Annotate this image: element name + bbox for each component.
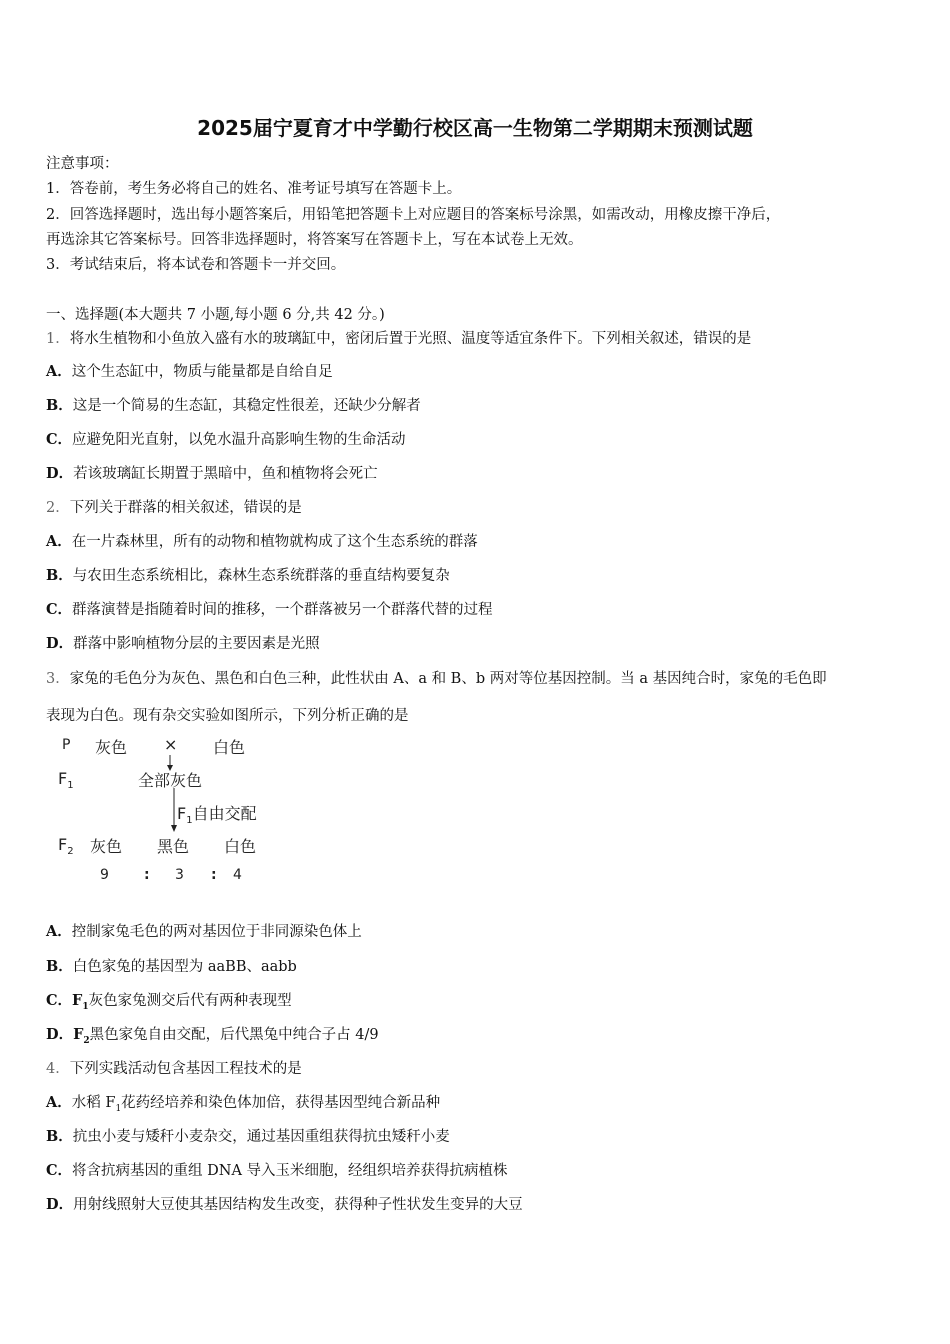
option-text: 抗虫小麦与矮秆小麦杂交，通过基因重组获得抗虫矮秆小麦 [72, 1129, 450, 1145]
question-number: 4． [46, 1061, 70, 1077]
question-number: 2． [46, 500, 70, 516]
f2-black: 黑色 [157, 837, 190, 856]
question-3-stem [46, 667, 827, 688]
q1-option-a [46, 360, 333, 381]
q3-option-b [46, 955, 297, 976]
notice-item-1: 1．答卷前，考生务必将自己的姓名、准考证号填写在答题卡上。 [46, 181, 462, 197]
f1-result: 全部灰色 [138, 771, 203, 790]
option-label: C． [46, 1162, 73, 1179]
option-text: $F_1$灰色家兔测交后代有两种表现型 [72, 992, 292, 1012]
option-label: A． [46, 363, 72, 380]
option-label: C． [46, 992, 73, 1009]
notice-item-2a: 2．回答选择题时，选出每小题答案后，用铅笔把答题卡上对应题目的答案标号涂黑，如需改动，用橡皮擦干净后， [46, 207, 781, 223]
question-number: 3． [46, 671, 70, 687]
q4-option-c [46, 1159, 508, 1180]
option-text: 将含抗病基因的重组 DNA 导入玉米细胞，经组织培养获得抗病植株 [72, 1163, 508, 1179]
q4-option-b [46, 1125, 450, 1146]
page-title: 2025届宁夏育才中学勤行校区高一生物第二学期期末预测试题 [197, 116, 753, 140]
q2-option-b [46, 564, 450, 585]
option-label: B． [46, 567, 73, 584]
question-text: 家兔的毛色分为灰色、黑色和白色三种，此性状由 A、a 和 B、b 两对等位基因控制。当 a 基因纯合时，家兔的毛色即 [69, 671, 827, 687]
notice-item-3: 3．考试结束后，将本试卷和答题卡一并交回。 [46, 257, 346, 273]
question-text: 将水生植物和小鱼放入盛有水的玻璃缸中，密闭后置于光照、温度等适宜条件下。下列相关叙述，错误的是 [69, 331, 752, 347]
q2-option-c [46, 598, 493, 619]
option-text: 用射线照射大豆使其基因结构发生改变，获得种子性状发生变异的大豆 [73, 1197, 523, 1213]
option-text: 群落中影响植物分层的主要因素是光照 [73, 636, 320, 652]
q1-option-d [46, 462, 378, 483]
q3-option-d [46, 1023, 379, 1046]
option-text: 在一片森林里，所有的动物和植物就构成了这个生态系统的群落 [71, 534, 478, 550]
q4-option-a [46, 1091, 440, 1114]
option-label: D． [46, 1026, 74, 1043]
question-4-stem [46, 1057, 302, 1078]
cross-diagram [50, 735, 310, 895]
question-text: 下列实践活动包含基因工程技术的是 [69, 1061, 302, 1077]
option-label: B． [46, 1128, 73, 1145]
f2-white: 白色 [224, 837, 257, 856]
question-1-stem [46, 327, 751, 348]
parent-gray: 灰色 [95, 738, 128, 757]
ratio-9: 9 [100, 867, 109, 883]
self-cross-label: $F_1$自由交配 [177, 804, 257, 827]
q3-option-c [46, 989, 292, 1012]
parent-white: 白色 [213, 738, 246, 757]
option-label: D． [46, 1196, 74, 1213]
q1-option-c [46, 428, 406, 449]
option-label: A． [46, 533, 72, 550]
option-text: 若该玻璃缸长期置于黑暗中，鱼和植物将会死亡 [73, 466, 378, 482]
section-heading: 一、选择题(本大题共 7 小题,每小题 6 分,共 42 分。) [46, 307, 385, 323]
option-text: 控制家兔毛色的两对基因位于非同源染色体上 [71, 924, 362, 940]
option-label: D． [46, 465, 74, 482]
option-text: 水稻 $F_1$花药经培养和染色体加倍，获得基因型纯合新品种 [71, 1095, 441, 1114]
option-text: $F_2$黑色家兔自由交配，后代黑兔中纯合子占 4/9 [73, 1026, 379, 1046]
question-2-stem [46, 496, 302, 517]
q2-option-d [46, 632, 320, 653]
option-label: B． [46, 958, 73, 975]
notice-item-2b: 再选涂其它答案标号。回答非选择题时，将答案写在答题卡上，写在本试卷上无效。 [46, 232, 583, 248]
option-text: 这是一个简易的生态缸，其稳定性很差，还缺少分解者 [72, 398, 421, 414]
option-text: 白色家兔的基因型为 aaBB、aabb [72, 959, 297, 975]
f2-gray: 灰色 [90, 837, 123, 856]
ratio-colon: : [211, 867, 217, 883]
q3-option-a [46, 920, 362, 941]
option-text: 应避免阳光直射，以免水温升高影响生物的生命活动 [72, 432, 406, 448]
option-text: 这个生态缸中，物质与能量都是自给自足 [71, 364, 333, 380]
ratio-3: 3 [175, 867, 184, 883]
f2-label: $F_2$ [58, 835, 74, 858]
q2-option-a [46, 530, 478, 551]
q4-option-d [46, 1193, 523, 1214]
question-3-stem-cont: 表现为白色。现有杂交实验如图所示，下列分析正确的是 [46, 708, 409, 724]
option-label: C． [46, 431, 73, 448]
option-label: D． [46, 635, 74, 652]
option-label: B． [46, 397, 73, 414]
ratio-4: 4 [233, 867, 242, 883]
option-label: A． [46, 923, 72, 940]
option-label: A． [46, 1094, 72, 1111]
q1-option-b [46, 394, 421, 415]
notice-heading: 注意事项： [46, 156, 119, 172]
cross-symbol: × [164, 735, 178, 754]
ratio-colon: : [144, 867, 150, 883]
option-text: 群落演替是指随着时间的推移，一个群落被另一个群落代替的过程 [72, 602, 493, 618]
p-label: P [62, 737, 71, 753]
question-text: 下列关于群落的相关叙述，错误的是 [69, 500, 302, 516]
question-number: 1． [46, 331, 70, 347]
f1-label: $F_1$ [58, 769, 74, 792]
option-text: 与农田生态系统相比，森林生态系统群落的垂直结构要复杂 [72, 568, 450, 584]
option-label: C． [46, 601, 73, 618]
